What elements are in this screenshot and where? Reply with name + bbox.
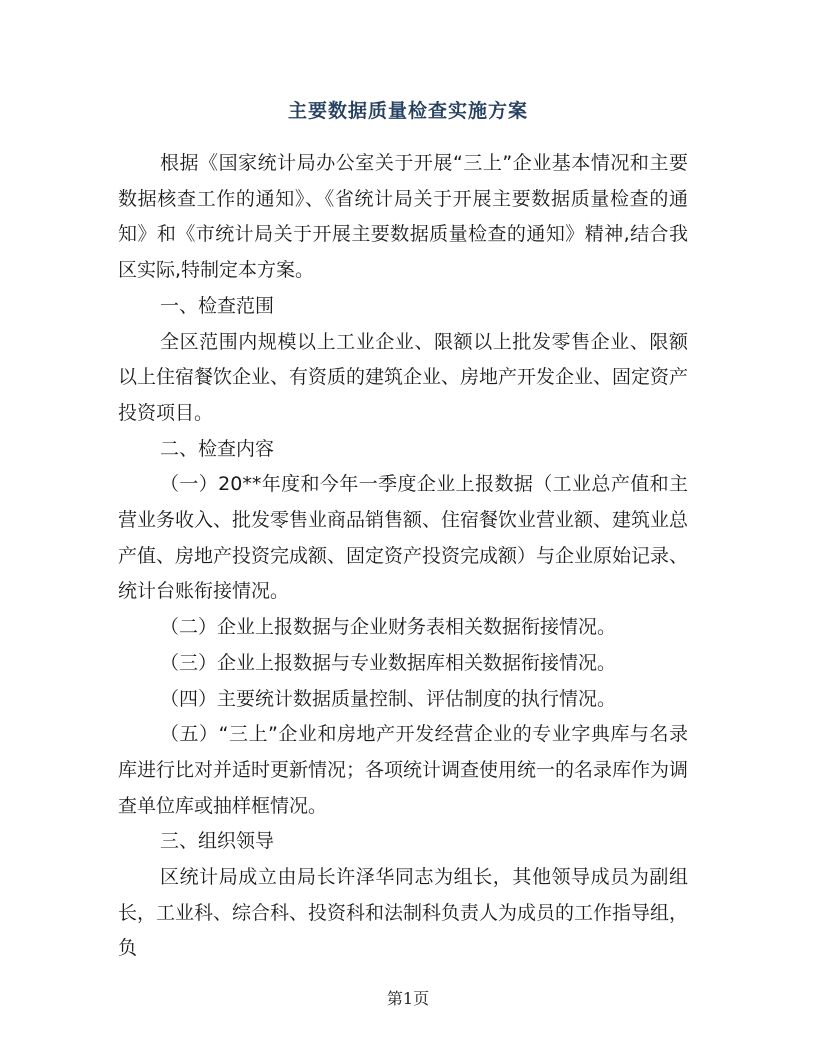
content-item-5: （五）“三上”企业和房地产开发经营企业的专业字典库与名录库进行比对并适时更新情况；各项统计调查使用统一的名录库作为调查单位库或抽样框情况。 <box>118 723 689 817</box>
document-body <box>118 146 688 967</box>
content-item-4: （四）主要统计数据质量控制、评估制度的执行情况。 <box>160 687 617 710</box>
section-heading-leadership: 三、组织领导 <box>160 830 275 853</box>
document-title: 主要数据质量检查实施方案 <box>287 100 528 122</box>
leadership-paragraph: 区统计局成立由局长许泽华同志为组长，其他领导成员为副组长，工业科、综合科、投资科和法制科负责人为成员的工作指导组，负 <box>118 866 689 960</box>
section-heading-content: 二、检查内容 <box>160 437 275 460</box>
scope-paragraph: 全区范围内规模以上工业企业、限额以上批发零售企业、限额以上住宿餐饮企业、有资质的建筑企业、房地产开发企业、固定资产投资项目。 <box>118 330 689 424</box>
page-number: 第1页 <box>386 989 430 1008</box>
section-heading-scope: 一、检查范围 <box>160 294 275 317</box>
content-item-3: （三）企业上报数据与专业数据库相关数据衔接情况。 <box>160 651 617 674</box>
intro-paragraph: 根据《国家统计局办公室关于开展“三上”企业基本情况和主要数据核查工作的通知》、《省统计局关于开展主要数据质量检查的通知》和《市统计局关于开展主要数据质量检查的通知》精神,结合我区实际,特制定本方案。 <box>118 152 688 282</box>
content-item-2: （二）企业上报数据与企业财务表相关数据衔接情况。 <box>160 616 617 639</box>
content-item-1: （一）20**年度和今年一季度企业上报数据（工业总产值和主营业务收入、批发零售业商品销售额、住宿餐饮业营业额、建筑业总产值、房地产投资完成额、固定资产投资完成额）与企业原始记录、统计台账衔接情况。 <box>118 473 689 603</box>
